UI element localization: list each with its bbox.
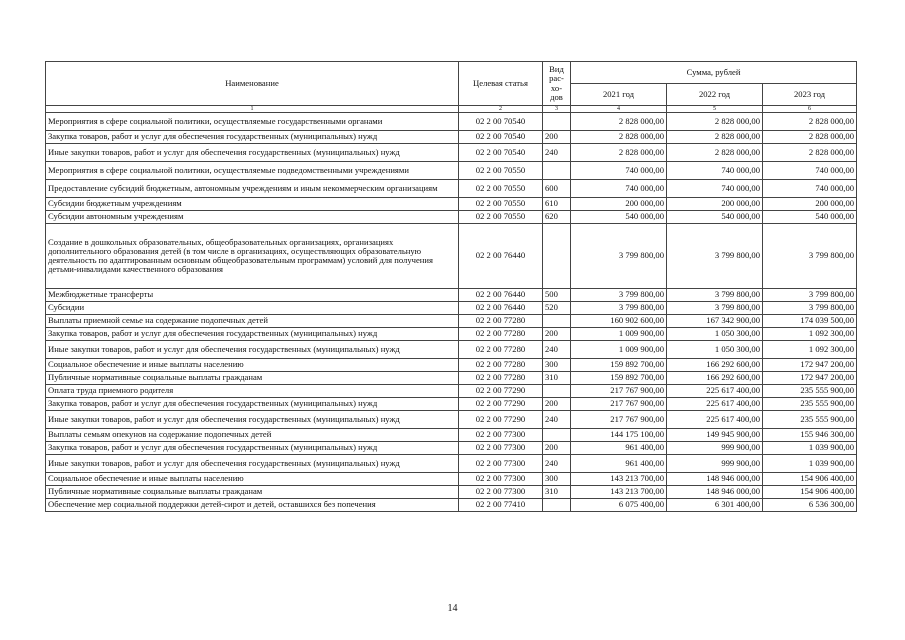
row-expense-type: 500 [543,289,571,302]
row-name: Иные закупки товаров, работ и услуг для обеспечения государственных (муниципальных) нужд [46,341,459,359]
table-body [46,113,857,512]
row-sum-2023: 235 555 900,00 [763,398,857,411]
row-sum-2021: 143 213 700,00 [571,486,667,499]
row-expense-type: 240 [543,341,571,359]
row-expense-type: 310 [543,486,571,499]
row-target-article: 02 2 00 77290 [459,398,543,411]
row-name: Создание в дошкольных образовательных, общеобразовательных организациях, организациях дополнительного образования детей (в том числе в организациях, осуществляющих образовательную деятельность по адаптированным основным общеобразовательным программам) условий для получения детьми-инвалидами качественного образования [46,224,459,289]
row-sum-2022: 2 828 000,00 [667,144,763,162]
row-expense-type [543,499,571,512]
row-target-article: 02 2 00 76440 [459,302,543,315]
row-sum-2022: 3 799 800,00 [667,224,763,289]
row-sum-2023: 1 092 300,00 [763,341,857,359]
row-target-article: 02 2 00 77280 [459,359,543,372]
row-sum-2022: 149 945 900,00 [667,429,763,442]
row-sum-2023: 1 092 300,00 [763,328,857,341]
row-sum-2021: 2 828 000,00 [571,144,667,162]
row-expense-type: 240 [543,411,571,429]
row-target-article: 02 2 00 77280 [459,315,543,328]
column-number: 1 [46,106,459,113]
row-sum-2022: 999 900,00 [667,442,763,455]
table-row [46,180,857,198]
row-sum-2023: 540 000,00 [763,211,857,224]
column-number: 2 [459,106,543,113]
header-sum: Сумма, рублей [571,62,857,84]
row-sum-2022: 740 000,00 [667,162,763,180]
row-name: Межбюджетные трансферты [46,289,459,302]
header-name: Наименование [46,62,459,106]
row-target-article: 02 2 00 77280 [459,341,543,359]
row-sum-2021: 217 767 900,00 [571,385,667,398]
row-sum-2023: 3 799 800,00 [763,289,857,302]
row-sum-2021: 3 799 800,00 [571,289,667,302]
row-target-article: 02 2 00 77300 [459,455,543,473]
row-target-article: 02 2 00 70550 [459,162,543,180]
table-row [46,359,857,372]
row-expense-type: 300 [543,473,571,486]
row-target-article: 02 2 00 77300 [459,429,543,442]
row-sum-2021: 200 000,00 [571,198,667,211]
column-number: 6 [763,106,857,113]
row-name: Социальное обеспечение и иные выплаты населению [46,359,459,372]
row-sum-2022: 148 946 000,00 [667,486,763,499]
row-target-article: 02 2 00 70550 [459,180,543,198]
table-row [46,131,857,144]
row-target-article: 02 2 00 76440 [459,289,543,302]
row-sum-2021: 740 000,00 [571,180,667,198]
row-sum-2023: 172 947 200,00 [763,359,857,372]
row-sum-2023: 154 906 400,00 [763,486,857,499]
row-expense-type: 310 [543,372,571,385]
column-number: 3 [543,106,571,113]
row-name: Закупка товаров, работ и услуг для обеспечения государственных (муниципальных) нужд [46,131,459,144]
header-expense-type: Вид рас-хо-дов [543,62,571,106]
row-sum-2023: 2 828 000,00 [763,113,857,131]
row-sum-2022: 225 617 400,00 [667,385,763,398]
row-sum-2021: 217 767 900,00 [571,411,667,429]
table-row [46,211,857,224]
row-sum-2021: 961 400,00 [571,442,667,455]
row-name: Субсидии автономным учреждениям [46,211,459,224]
row-sum-2023: 3 799 800,00 [763,302,857,315]
row-name: Публичные нормативные социальные выплаты гражданам [46,372,459,385]
row-sum-2022: 148 946 000,00 [667,473,763,486]
header-year-2021: 2021 год [571,84,667,106]
row-sum-2022: 2 828 000,00 [667,131,763,144]
row-name: Обеспечение мер социальной поддержки детей-сирот и детей, оставшихся без попечения [46,499,459,512]
row-sum-2022: 200 000,00 [667,198,763,211]
row-sum-2022: 540 000,00 [667,211,763,224]
row-sum-2022: 2 828 000,00 [667,113,763,131]
row-expense-type [543,224,571,289]
row-sum-2023: 740 000,00 [763,162,857,180]
table-row [46,473,857,486]
row-expense-type: 200 [543,398,571,411]
row-expense-type: 240 [543,144,571,162]
row-sum-2023: 172 947 200,00 [763,372,857,385]
column-number: 5 [667,106,763,113]
row-sum-2022: 166 292 600,00 [667,359,763,372]
row-name: Оплата труда приемного родителя [46,385,459,398]
table-row [46,113,857,131]
row-expense-type [543,162,571,180]
row-sum-2021: 740 000,00 [571,162,667,180]
row-expense-type: 200 [543,328,571,341]
row-name: Закупка товаров, работ и услуг для обеспечения государственных (муниципальных) нужд [46,398,459,411]
row-sum-2023: 200 000,00 [763,198,857,211]
table-row [46,486,857,499]
row-name: Субсидии бюджетным учреждениям [46,198,459,211]
row-sum-2023: 3 799 800,00 [763,224,857,289]
row-sum-2021: 2 828 000,00 [571,131,667,144]
table-row [46,411,857,429]
row-sum-2022: 3 799 800,00 [667,289,763,302]
row-sum-2021: 2 828 000,00 [571,113,667,131]
row-expense-type: 200 [543,131,571,144]
row-sum-2022: 167 342 900,00 [667,315,763,328]
row-sum-2023: 740 000,00 [763,180,857,198]
header-target-article: Целевая статья [459,62,543,106]
row-sum-2022: 225 617 400,00 [667,398,763,411]
table-row [46,499,857,512]
row-expense-type: 620 [543,211,571,224]
row-sum-2023: 2 828 000,00 [763,144,857,162]
row-sum-2021: 1 009 900,00 [571,328,667,341]
row-expense-type: 300 [543,359,571,372]
row-target-article: 02 2 00 70540 [459,131,543,144]
row-target-article: 02 2 00 77300 [459,486,543,499]
table-row [46,398,857,411]
row-sum-2021: 144 175 100,00 [571,429,667,442]
row-target-article: 02 2 00 70550 [459,211,543,224]
table-row [46,328,857,341]
table-row [46,372,857,385]
row-name: Иные закупки товаров, работ и услуг для обеспечения государственных (муниципальных) нужд [46,455,459,473]
budget-table [45,61,857,512]
row-sum-2023: 2 828 000,00 [763,131,857,144]
row-sum-2023: 235 555 900,00 [763,385,857,398]
row-sum-2021: 3 799 800,00 [571,302,667,315]
table-row [46,302,857,315]
row-target-article: 02 2 00 77300 [459,473,543,486]
row-sum-2022: 1 050 300,00 [667,328,763,341]
row-sum-2023: 1 039 900,00 [763,442,857,455]
row-target-article: 02 2 00 77290 [459,385,543,398]
table-row [46,162,857,180]
table-row [46,198,857,211]
row-sum-2022: 740 000,00 [667,180,763,198]
table-row [46,429,857,442]
page-number: 14 [447,603,458,614]
header-year-2022: 2022 год [667,84,763,106]
row-name: Мероприятия в сфере социальной политики, осуществляемые государственными органами [46,113,459,131]
row-target-article: 02 2 00 70540 [459,144,543,162]
row-sum-2022: 3 799 800,00 [667,302,763,315]
row-sum-2021: 217 767 900,00 [571,398,667,411]
row-target-article: 02 2 00 77280 [459,372,543,385]
row-target-article: 02 2 00 77300 [459,442,543,455]
row-sum-2021: 159 892 700,00 [571,372,667,385]
row-target-article: 02 2 00 76440 [459,224,543,289]
row-sum-2022: 166 292 600,00 [667,372,763,385]
row-sum-2021: 143 213 700,00 [571,473,667,486]
table-row [46,315,857,328]
row-target-article: 02 2 00 70550 [459,198,543,211]
row-sum-2022: 999 900,00 [667,455,763,473]
row-name: Мероприятия в сфере социальной политики, осуществляемые подведомственными учреждениями [46,162,459,180]
row-name: Иные закупки товаров, работ и услуг для обеспечения государственных (муниципальных) нужд [46,144,459,162]
row-expense-type [543,385,571,398]
table-row [46,144,857,162]
row-expense-type: 610 [543,198,571,211]
row-sum-2023: 174 039 500,00 [763,315,857,328]
table-row [46,385,857,398]
row-sum-2023: 154 906 400,00 [763,473,857,486]
row-sum-2021: 160 902 600,00 [571,315,667,328]
row-expense-type [543,113,571,131]
row-sum-2021: 6 075 400,00 [571,499,667,512]
row-name: Социальное обеспечение и иные выплаты населению [46,473,459,486]
row-name: Закупка товаров, работ и услуг для обеспечения государственных (муниципальных) нужд [46,328,459,341]
table-row [46,442,857,455]
row-name: Выплаты семьям опекунов на содержание подопечных детей [46,429,459,442]
table-row [46,455,857,473]
row-name: Закупка товаров, работ и услуг для обеспечения государственных (муниципальных) нужд [46,442,459,455]
column-number: 4 [571,106,667,113]
row-name: Иные закупки товаров, работ и услуг для обеспечения государственных (муниципальных) нужд [46,411,459,429]
row-name: Субсидии [46,302,459,315]
row-sum-2021: 159 892 700,00 [571,359,667,372]
row-sum-2023: 6 536 300,00 [763,499,857,512]
row-expense-type [543,429,571,442]
row-sum-2023: 1 039 900,00 [763,455,857,473]
row-sum-2022: 225 617 400,00 [667,411,763,429]
row-sum-2023: 155 946 300,00 [763,429,857,442]
row-target-article: 02 2 00 77290 [459,411,543,429]
row-target-article: 02 2 00 77410 [459,499,543,512]
row-name: Предоставление субсидий бюджетным, автономным учреждениям и иным некоммерческим организациям [46,180,459,198]
row-expense-type: 520 [543,302,571,315]
row-sum-2022: 1 050 300,00 [667,341,763,359]
row-sum-2021: 1 009 900,00 [571,341,667,359]
row-target-article: 02 2 00 77280 [459,328,543,341]
row-expense-type: 600 [543,180,571,198]
table-row [46,341,857,359]
row-sum-2022: 6 301 400,00 [667,499,763,512]
row-expense-type [543,315,571,328]
row-target-article: 02 2 00 70540 [459,113,543,131]
row-sum-2021: 961 400,00 [571,455,667,473]
table-row [46,224,857,289]
row-sum-2021: 3 799 800,00 [571,224,667,289]
row-sum-2023: 235 555 900,00 [763,411,857,429]
row-expense-type: 240 [543,455,571,473]
row-sum-2021: 540 000,00 [571,211,667,224]
row-expense-type: 200 [543,442,571,455]
row-name: Выплаты приемной семье на содержание подопечных детей [46,315,459,328]
row-name: Публичные нормативные социальные выплаты гражданам [46,486,459,499]
header-year-2023: 2023 год [763,84,857,106]
table-row [46,289,857,302]
